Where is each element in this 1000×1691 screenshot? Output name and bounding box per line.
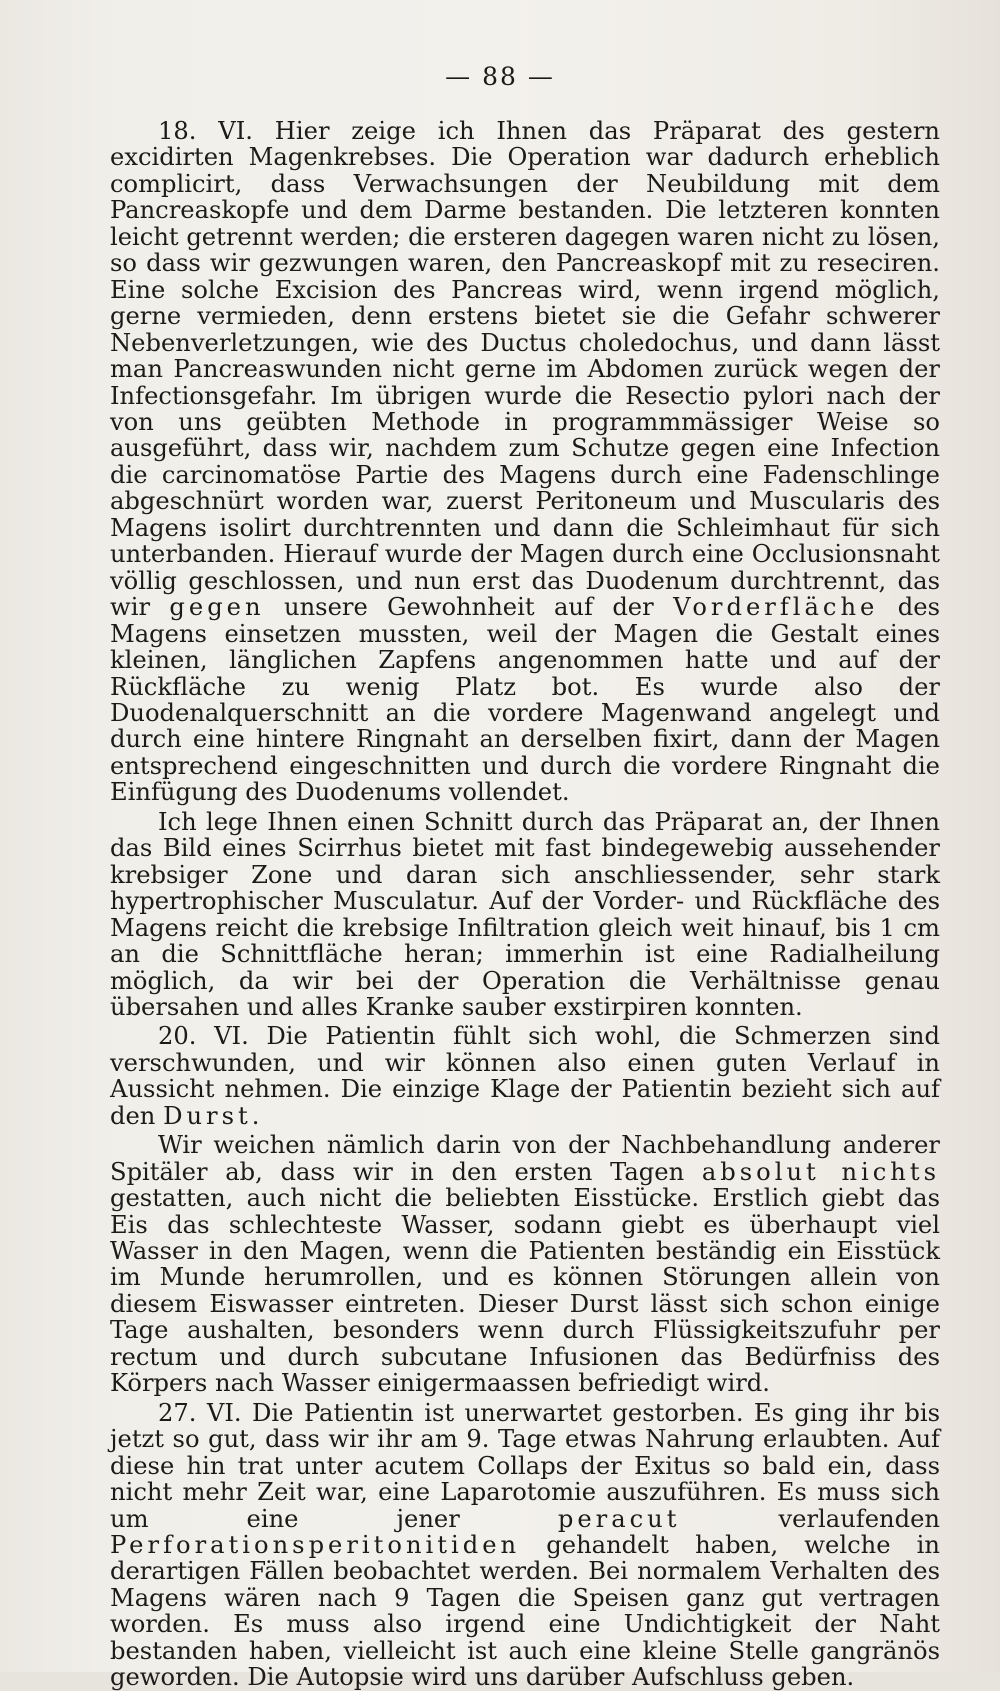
text-run: unsere Gewohnheit auf der xyxy=(264,593,674,622)
spaced-emphasis: peracut xyxy=(557,1504,681,1533)
text-run: . xyxy=(251,1101,260,1130)
text-run: 18. VI. Hier zeige ich Ihnen das Präparat des gestern excidirten Magenkrebses. Die Operation war dadurch erheblich complicirt, dass Verwachsungen der Neubildung mit dem Pancreaskopfe und dem Darme bestanden. Die letzteren konnten leicht getrennt werden; die ersteren dagegen waren nicht zu lösen, so dass wir gezwungen waren, den Pancreaskopf mit zu reseciren. Eine solche Excision des Pancreas wird, wenn irgend möglich, gerne vermieden, denn erstens bietet sie die Gefahr schwerer Nebenverletzungen, wie des Ductus choledochus, und dann lässt man Pancreaswunden nicht gerne im Abdomen zurück wegen der Infectionsgefahr. Im übrigen wurde die Resectio pylori nach der von uns geübten Methode in programmmässiger Weise so ausgeführt, dass wir, nachdem zum Schutze gegen eine Infection die carcinomatöse Partie des Magens durch eine Fadenschlinge abgeschnürt worden war, zuerst Peritoneum und Muscularis des Magens isolirt durchtrennten und dann die Schleimhaut für sich unterbanden. Hierauf wurde der Magen durch eine Occlusionsnaht völlig geschlossen, und nun erst das Duodenum durchtrennt, das wir xyxy=(110,117,940,622)
text-run: verlaufenden xyxy=(680,1504,940,1533)
text-run: 20. VI. Die Patientin fühlt sich wohl, die Schmerzen sind verschwunden, und wir können also einen guten Verlauf in Aussicht nehmen. Die einzige Klage der Patientin bezieht sich auf den xyxy=(110,1022,940,1130)
paragraph-outcome xyxy=(110,1400,940,1691)
spaced-emphasis: Perforationsperitonitiden xyxy=(110,1531,521,1560)
text-run: 27. VI. Die Patientin ist unerwartet gestorben. Es ging ihr bis jetzt so gut, dass wir ihr am 9. Tage etwas Nahrung erlaubten. Auf diese hin trat unter acutem Collaps der Exitus so bald ein, dass nicht mehr Zeit war, eine Laparotomie auszuführen. Es muss sich um eine jener xyxy=(110,1398,940,1533)
text-run: gehandelt haben, welche in derartigen Fällen beobachtet werden. Bei normalem Verhalten des Magens wären nach 9 Tagen die Speisen ganz gut vertragen worden. Es muss also irgend eine Undichtigkeit der Naht bestanden haben, vielleicht ist auch eine kleine Stelle gangränös geworden. Die Autopsie wird uns darüber Aufschluss geben. xyxy=(110,1531,940,1691)
paragraph-aftercare xyxy=(110,1132,940,1397)
text-run: Wir weichen nämlich darin von der Nachbehandlung anderer Spitäler ab, dass wir in den ersten Tagen xyxy=(110,1131,940,1186)
page-number: — 88 — xyxy=(445,62,555,91)
text-run: gestatten, auch nicht die beliebten Eisstücke. Erstlich giebt das Eis das schlechteste Wasser, sodann giebt es überhaupt viel Wasser in den Magen, wenn die Patienten beständig ein Eisstück im Munde herumrollen, und es können Störungen allein von diesem Eiswasser eintreten. Dieser Durst lässt sich schon einige Tage aushalten, besonders wenn durch Flüssigkeitszufuhr per rectum und durch subcutane Infusionen das Bedürfniss des Körpers nach Wasser einigermaassen befriedigt wird. xyxy=(110,1184,940,1398)
body-text xyxy=(110,118,940,1691)
paragraph-progress-note xyxy=(110,1023,940,1129)
spaced-emphasis: Durst xyxy=(163,1101,252,1130)
text-run: Ich lege Ihnen einen Schnitt durch das Präparat an, der Ihnen das Bild eines Scirrhus bietet mit fast bindegewebig aussehender krebsiger Zone und daran sich anschliessender, sehr stark hypertrophischer Musculatur. Auf der Vorder- und Rückfläche des Magens reicht die krebsige Infiltration gleich weit hinauf, bis 1 cm an die Schnittfläche heran; immerhin ist eine Radialheilung möglich, da wir bei der Operation die Verhältnisse genau übersahen und alles Kranke sauber exstirpiren konnten. xyxy=(110,807,940,1021)
spaced-emphasis: gegen xyxy=(169,593,265,622)
paragraph-specimen-description xyxy=(110,809,940,1021)
text-run: des Magens einsetzen mussten, weil der Magen die Gestalt eines kleinen, länglichen Zapfens angenommen hatte und auf der Rückfläche zu wenig Platz bot. Es wurde also der Duodenalquerschnitt an die vordere Magenwand angelegt und durch eine hintere Ringnaht an derselben fixirt, dann der Magen entsprechend eingeschnitten und durch die vordere Ringnaht die Einfügung des Duodenums vollendet. xyxy=(110,593,940,807)
paragraph-operation-report xyxy=(110,118,940,806)
spaced-emphasis: Vorderfläche xyxy=(673,593,879,622)
spaced-emphasis: absolut nichts xyxy=(701,1157,941,1186)
